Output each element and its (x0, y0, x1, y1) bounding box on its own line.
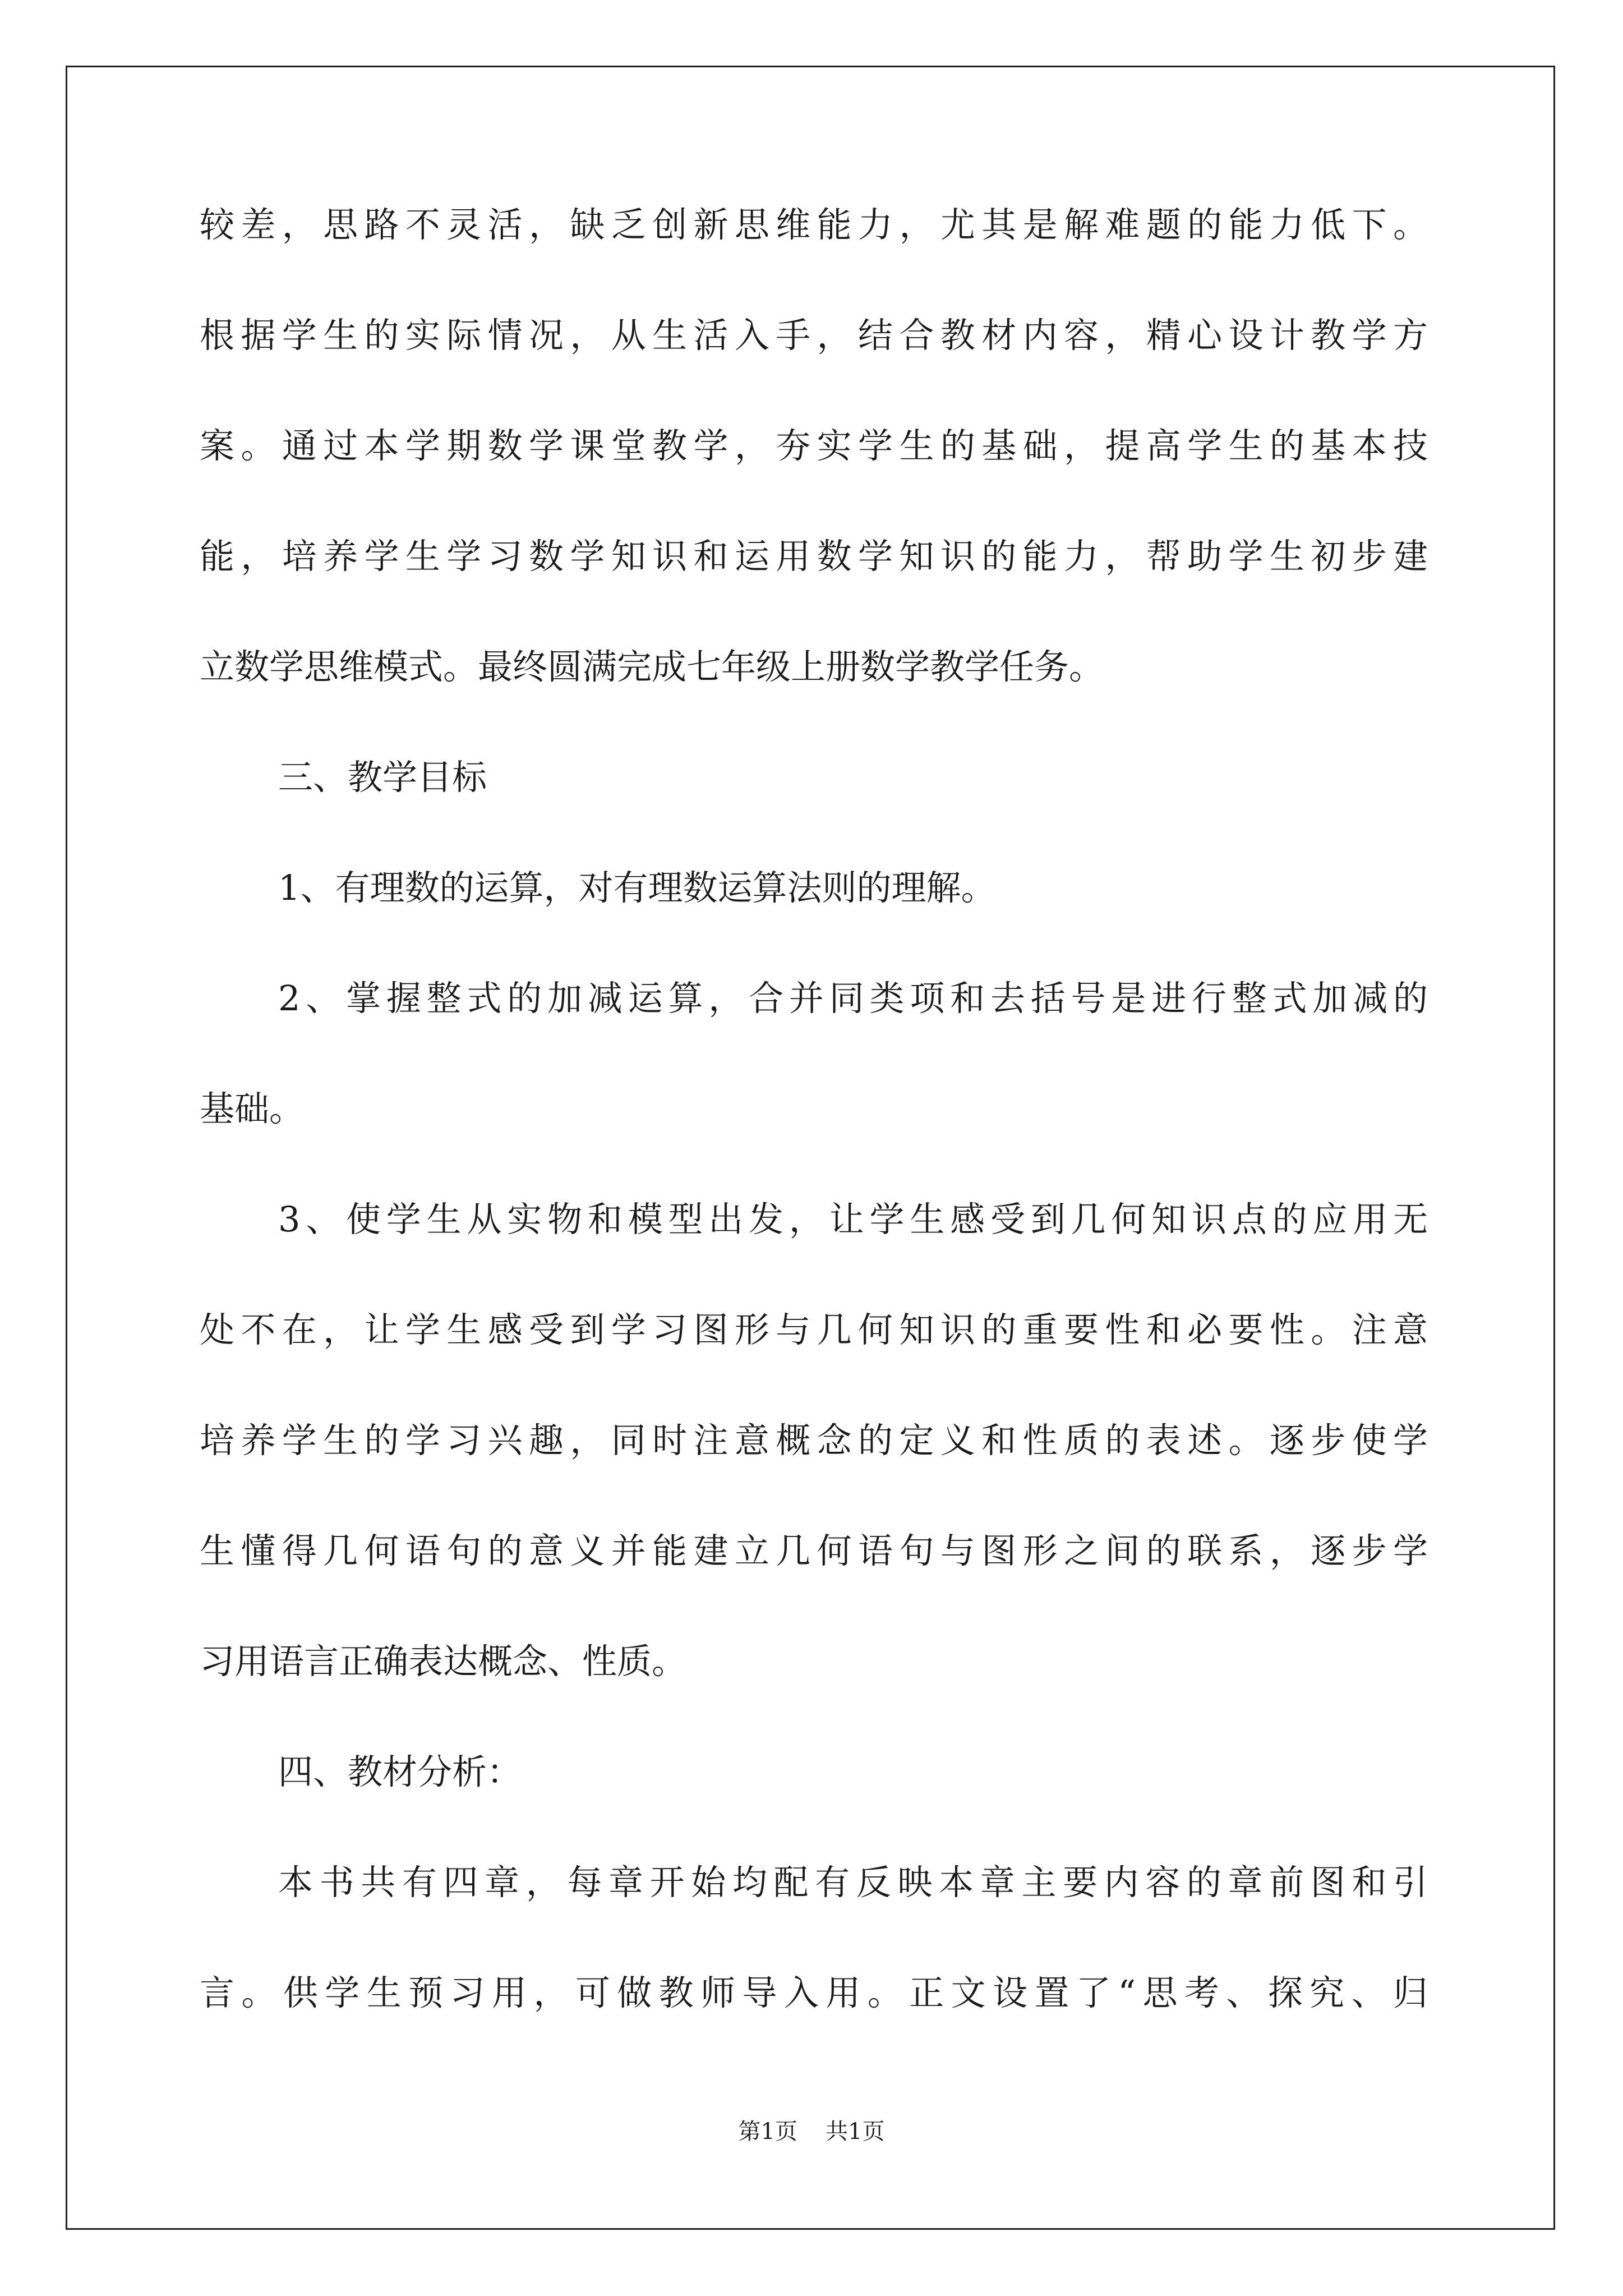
paragraph-line: 言。供学生预习用，可做教师导入用。正文设置了“思考、探究、归 (200, 1972, 1428, 2013)
paragraph-line: 基础。 (200, 1088, 305, 1129)
paragraph-line: 能，培养学生学习数学知识和运用数学知识的能力，帮助学生初步建 (200, 536, 1428, 577)
list-item: 3、使学生从实物和模型出发，让学生感受到几何知识点的应用无 (278, 1199, 1428, 1240)
paragraph-line: 较差，思路不灵活，缺乏创新思维能力，尤其是解难题的能力低下。 (200, 204, 1428, 245)
paragraph-line: 根据学生的实际情况，从生活入手，结合教材内容，精心设计教学方 (200, 315, 1428, 356)
paragraph-line: 生懂得几何语句的意义并能建立几何语句与图形之间的联系，逐步学 (200, 1530, 1428, 1571)
document-body (200, 204, 1428, 2086)
page-total: 共1页 (826, 2119, 885, 2145)
paragraph-line: 立数学思维模式。最终圆满完成七年级上册数学教学任务。 (200, 646, 1104, 687)
page-footer (0, 2120, 1623, 2143)
list-item: 2、掌握整式的加减运算，合并同类项和去括号是进行整式加减的 (278, 978, 1428, 1019)
section-heading: 四、教材分析： (278, 1751, 522, 1792)
page-number: 第1页 (738, 2119, 797, 2145)
paragraph-line: 案。通过本学期数学课堂教学，夯实学生的基础，提高学生的基本技 (200, 425, 1428, 466)
paragraph-line: 处不在，让学生感受到学习图形与几何知识的重要性和必要性。注意 (200, 1309, 1428, 1350)
paragraph-line: 培养学生的学习兴趣，同时注意概念的定义和性质的表述。逐步使学 (200, 1420, 1428, 1461)
section-heading: 三、教学目标 (278, 757, 487, 798)
paragraph-line: 本书共有四章，每章开始均配有反映本章主要内容的章前图和引 (278, 1862, 1428, 1903)
paragraph-line: 习用语言正确表达概念、性质。 (200, 1641, 687, 1682)
list-item: 1、有理数的运算，对有理数运算法则的理解。 (278, 867, 996, 908)
